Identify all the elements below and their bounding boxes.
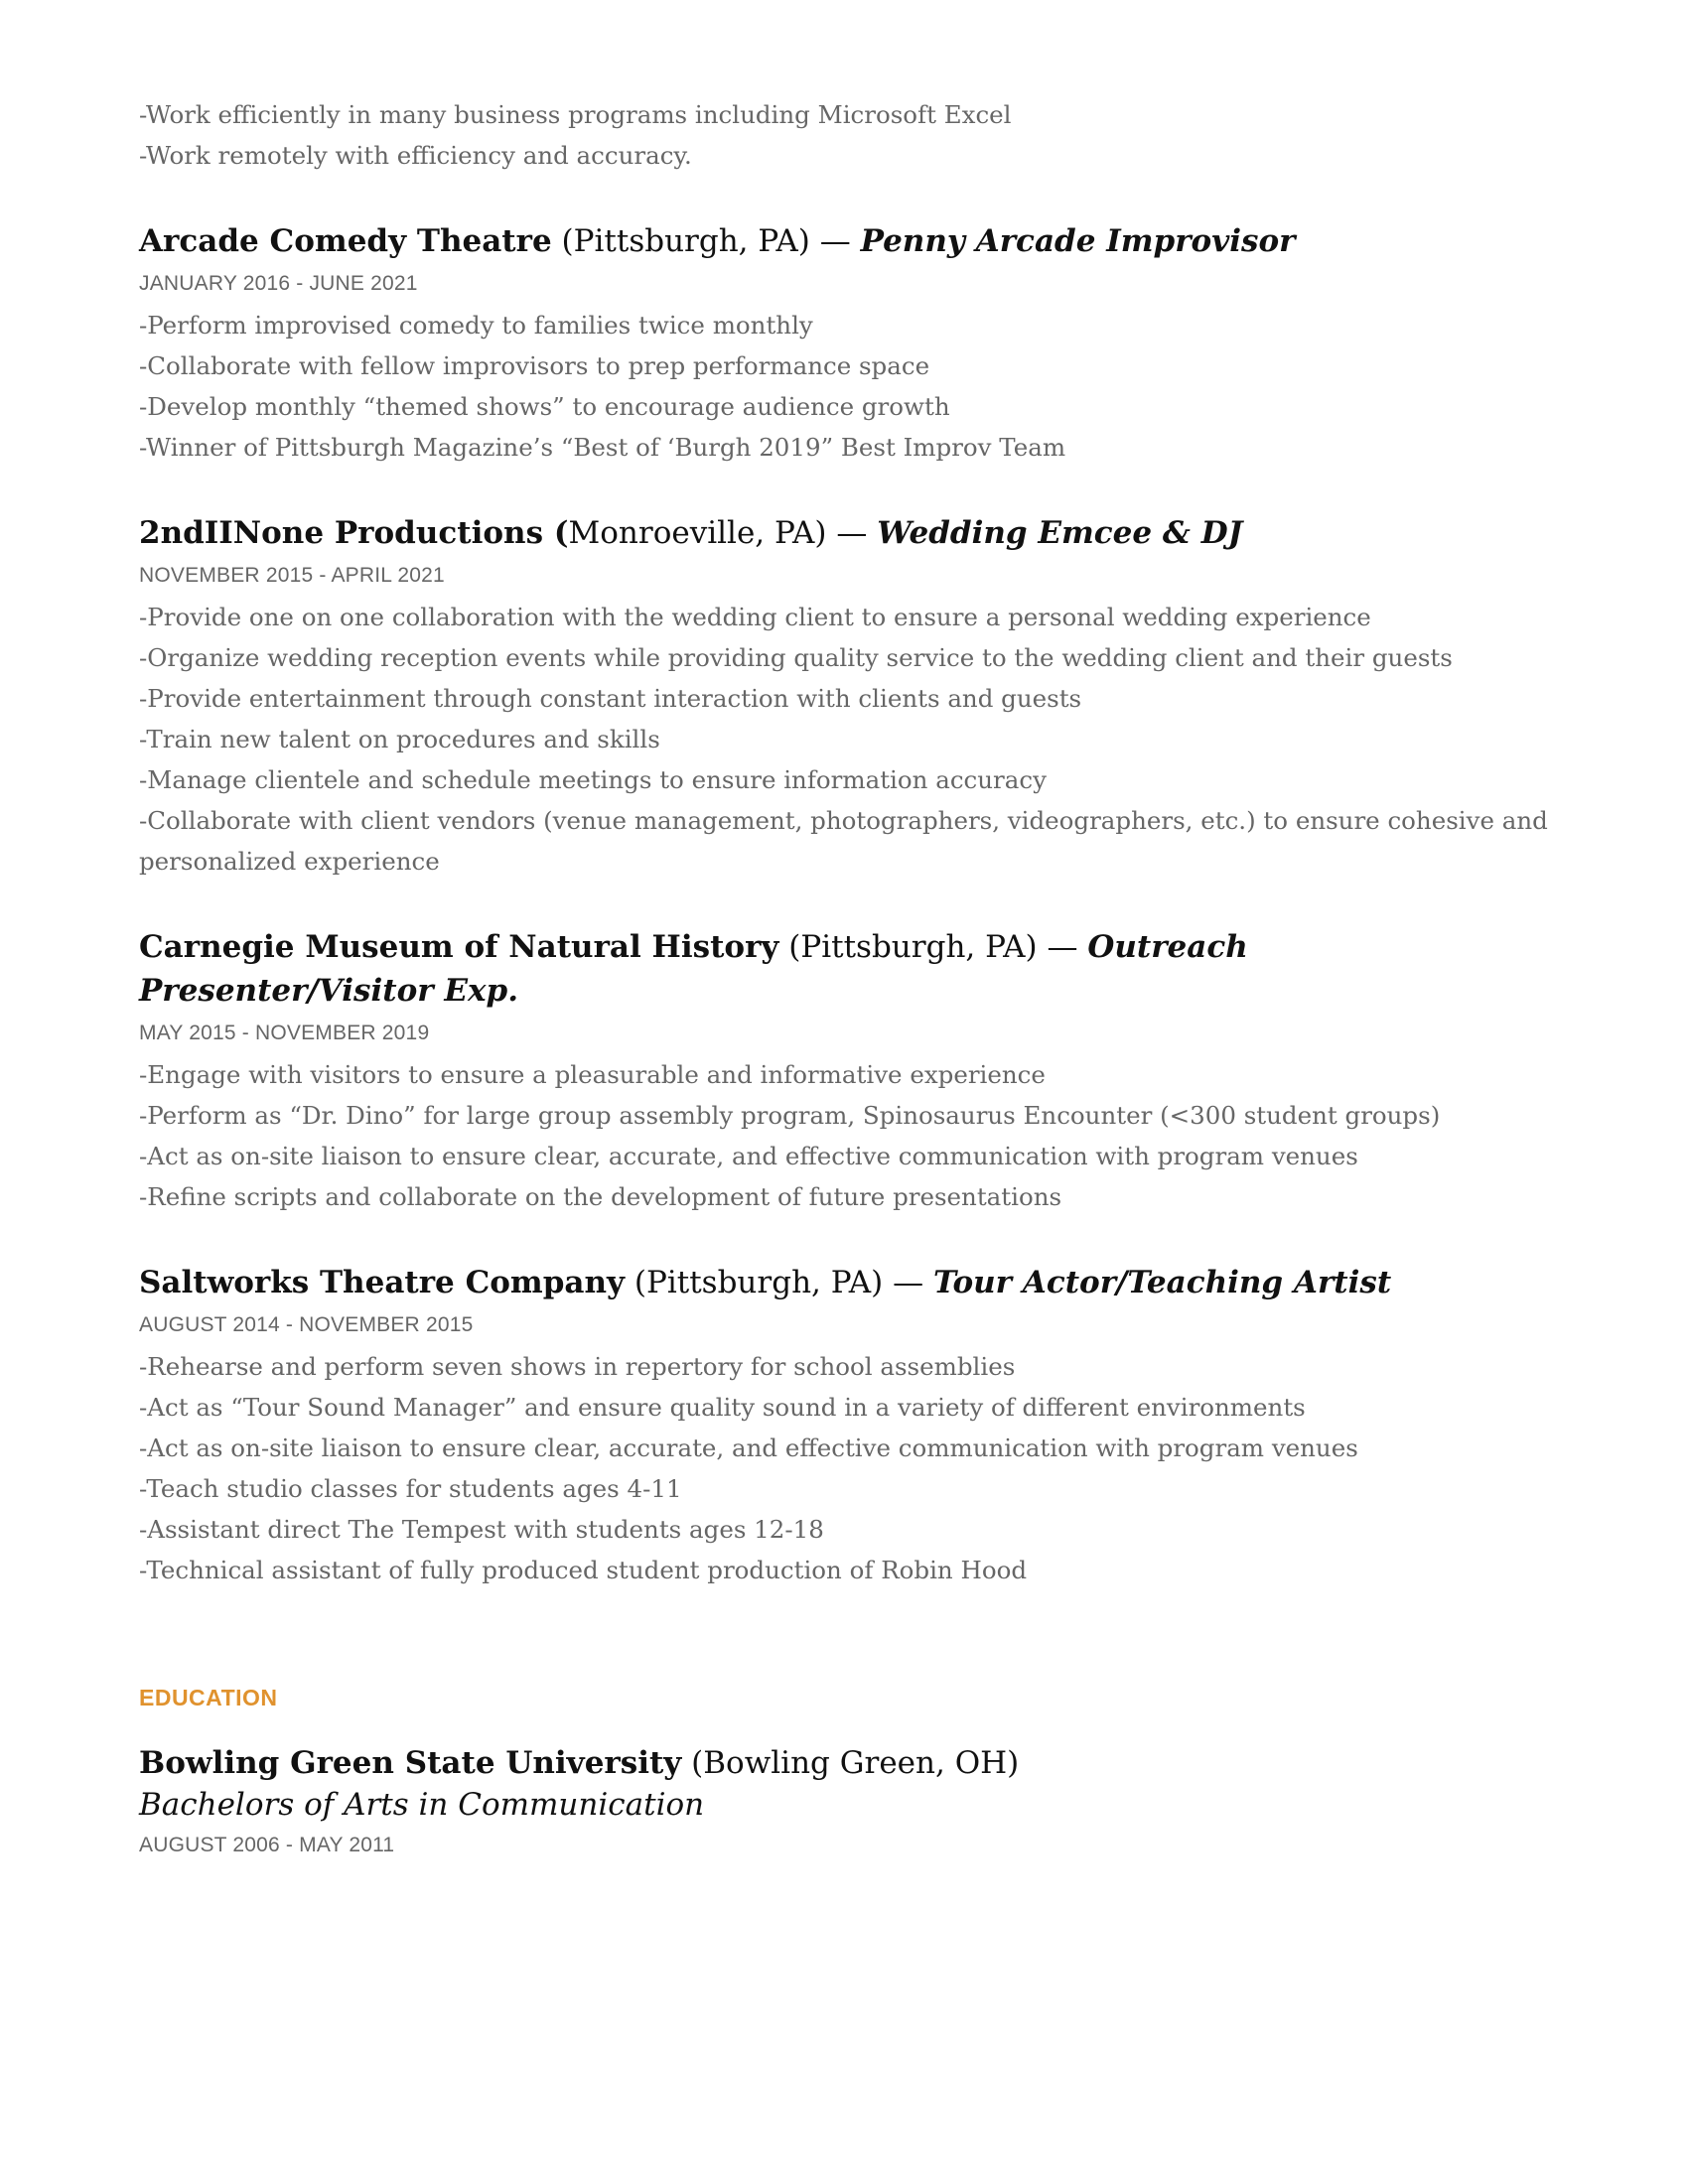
job-location: Monroeville, PA) — [568,515,878,551]
job-location: (Pittsburgh, PA) — [778,929,1088,965]
job-dates: NOVEMBER 2015 - APRIL 2021 [139,564,445,587]
job-title [139,219,1549,263]
job-title [139,511,1549,555]
education-dates: AUGUST 2006 - MAY 2011 [139,1834,395,1856]
job-location: (Pittsburgh, PA) — [625,1265,933,1300]
job-entry [139,219,1549,468]
education-title [139,1741,1549,1785]
bullet-item: -Train new talent on procedures and skills [139,725,660,753]
bullet-item: -Organize wedding reception events while providing quality service to the wedding client and their guests [139,643,1453,672]
job-entry [139,925,1549,1217]
job-bullets [139,597,1549,882]
bullet-item: -Collaborate with client vendors (venue management, photographers, videographers, etc.) to ensure cohesive and personalized experience [139,806,1548,876]
job-role: Wedding Emcee & DJ [877,515,1243,551]
bullet-item: -Assistant direct The Tempest with students ages 12-18 [139,1515,824,1544]
bullet-item: -Act as on-site liaison to ensure clear, accurate, and effective communication with program venues [139,1433,1358,1462]
job-organization: Saltworks Theatre Company [139,1265,626,1300]
job-dates: MAY 2015 - NOVEMBER 2019 [139,1022,430,1044]
bullet-item: -Provide entertainment through constant interaction with clients and guests [139,684,1082,713]
job-title [139,925,1549,1013]
bullet-item: -Manage clientele and schedule meetings to ensure information accuracy [139,765,1047,794]
job-organization: Arcade Comedy Theatre [139,223,552,259]
job-entry [139,511,1549,882]
education-location: (Bowling Green, OH) [681,1745,1020,1781]
bullet-item: -Work remotely with efficiency and accuracy. [139,141,692,170]
bullet-item: -Teach studio classes for students ages 4-11 [139,1474,682,1503]
bullet-item: -Technical assistant of fully produced student production of Robin Hood [139,1556,1028,1584]
bullet-item: -Work efficiently in many business programs including Microsoft Excel [139,100,1012,129]
job-title [139,1261,1549,1304]
resume-page [139,94,1549,1866]
bullet-item: -Refine scripts and collaborate on the development of future presentations [139,1182,1062,1211]
job-bullets [139,305,1549,468]
job-role: Penny Arcade Improvisor [860,223,1296,259]
education-degree: Bachelors of Arts in Communication [139,1787,705,1823]
job-role: Tour Actor/Teaching Artist [932,1265,1392,1300]
intro-bullets [139,94,1549,176]
bullet-item: -Collaborate with fellow improvisors to prep performance space [139,351,930,380]
bullet-item: -Rehearse and perform seven shows in repertory for school assemblies [139,1352,1016,1381]
job-organization: 2ndIINone Productions ( [139,515,569,551]
job-organization: Carnegie Museum of Natural History [139,929,779,965]
job-entry [139,1261,1549,1590]
bullet-item: -Develop monthly “themed shows” to encourage audience growth [139,392,950,421]
bullet-item: -Provide one on one collaboration with the wedding client to ensure a personal wedding experience [139,603,1371,631]
bullet-item: -Act as on-site liaison to ensure clear, accurate, and effective communication with program venues [139,1142,1358,1170]
job-dates: JANUARY 2016 - JUNE 2021 [139,272,418,295]
job-dates: AUGUST 2014 - NOVEMBER 2015 [139,1313,474,1336]
job-role: Outreach Presenter/Visitor Exp. [139,929,1248,1009]
job-location: (Pittsburgh, PA) — [551,223,861,259]
education-entry [139,1741,1549,1860]
bullet-item: -Perform improvised comedy to families twice monthly [139,311,813,340]
bullet-item: -Act as “Tour Sound Manager” and ensure quality sound in a variety of different environments [139,1393,1306,1422]
education-school: Bowling Green State University [139,1745,682,1781]
education-heading: EDUCATION [139,1685,278,1710]
job-bullets [139,1054,1549,1217]
job-bullets [139,1346,1549,1590]
bullet-item: -Winner of Pittsburgh Magazine’s “Best of ‘Burgh 2019” Best Improv Team [139,433,1066,462]
bullet-item: -Perform as “Dr. Dino” for large group assembly program, Spinosaurus Encounter (<300 student groups) [139,1101,1441,1130]
bullet-item: -Engage with visitors to ensure a pleasurable and informative experience [139,1060,1046,1089]
